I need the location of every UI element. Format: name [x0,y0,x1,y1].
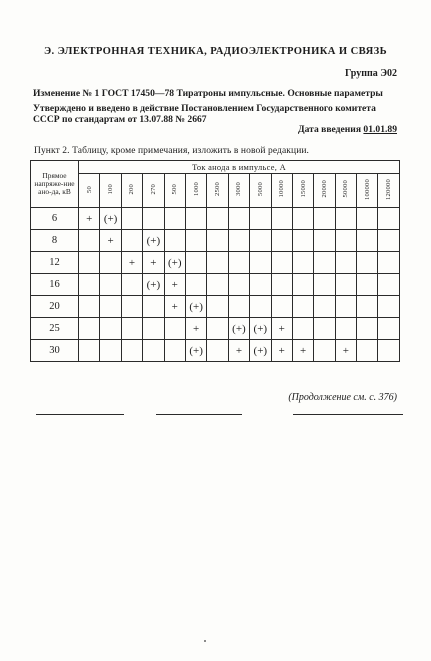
row-voltage-label: 6 [31,208,79,230]
table-cell [335,252,356,274]
table-cell [271,252,292,274]
table-cell [314,274,335,296]
effective-date-value: 01.01.89 [363,124,397,135]
table-cell [143,318,164,340]
column-header [250,174,271,208]
table-cell [378,318,400,340]
table-cell [185,230,206,252]
table-cell [228,230,249,252]
column-header [271,174,292,208]
stub-header: Прямое напряже-ние ано-да, кВ [31,161,79,208]
table-cell [207,296,228,318]
table-cell: + [121,252,142,274]
table-cell [335,318,356,340]
table-cell [250,274,271,296]
footer-rule-right [293,414,403,415]
table-cell: + [79,208,100,230]
table-cell [314,252,335,274]
table-cell [292,274,313,296]
table-cell [100,340,121,362]
table-cell [378,296,400,318]
continuation-note: (Продолжение см. с. 376) [288,392,397,403]
table-cell [185,252,206,274]
column-header [207,174,228,208]
column-header-label: 100000 [363,178,371,200]
page-header-title: Э. ЭЛЕКТРОННАЯ ТЕХНИКА, РАДИОЭЛЕКТРОНИКА И СВЯЗЬ [43,46,388,57]
table-cell: + [100,230,121,252]
table-cell [357,252,378,274]
table-cell [292,208,313,230]
column-header [164,174,185,208]
table-cell [207,252,228,274]
effective-date [298,124,397,135]
table-cell: (+) [100,208,121,230]
table-row [31,274,400,296]
column-header-label: 2500 [214,182,222,196]
page-speck [204,640,206,642]
row-voltage-label: 16 [31,274,79,296]
table-cell [207,274,228,296]
table-cell [378,274,400,296]
table-cell: (+) [143,274,164,296]
table-cell [357,274,378,296]
table-cell [207,230,228,252]
table-cell [121,230,142,252]
table-cell [185,208,206,230]
row-voltage-label: 25 [31,318,79,340]
table-cell [207,208,228,230]
table-cell [100,252,121,274]
table-cell [357,318,378,340]
table-cell [79,252,100,274]
table-cell [207,318,228,340]
table-cell [357,340,378,362]
column-header [292,174,313,208]
table-cell [378,230,400,252]
column-header-label: 1000 [192,182,200,196]
table-cell [207,340,228,362]
table-row [31,208,400,230]
row-voltage-label: 12 [31,252,79,274]
table-cell [250,230,271,252]
column-header [335,174,356,208]
table-cell [228,252,249,274]
table-cell: (+) [250,340,271,362]
footer-rule-left [36,414,124,415]
table-cell [271,230,292,252]
table-cell: (+) [164,252,185,274]
row-voltage-label: 8 [31,230,79,252]
table-cell [164,340,185,362]
column-header [121,174,142,208]
table-cell [100,318,121,340]
column-header-label: 50 [85,186,93,193]
table-cell [357,230,378,252]
column-header [79,174,100,208]
table-cell [357,296,378,318]
table-cell [228,208,249,230]
table-cell: (+) [143,230,164,252]
table-cell [143,208,164,230]
table-cell [271,296,292,318]
table-cell [314,340,335,362]
effective-date-label: Дата введения [297,124,362,135]
table-row [31,318,400,340]
table-cell [164,318,185,340]
table-cell [250,252,271,274]
table-cell [79,274,100,296]
table-cell [100,296,121,318]
table-row [31,230,400,252]
table-cell: + [271,318,292,340]
table-cell [314,230,335,252]
table-cell [121,318,142,340]
table-cell [79,230,100,252]
instruction-text: Пункт 2. Таблицу, кроме примечания, изложить в новой редакции. [34,146,310,156]
table-cell [314,208,335,230]
table-cell: (+) [228,318,249,340]
table-cell [335,208,356,230]
table-cell [314,296,335,318]
table-cell [378,252,400,274]
table-cell [335,230,356,252]
parameters-table [30,160,400,362]
column-header [185,174,206,208]
table-cell [250,208,271,230]
table-cell [271,208,292,230]
row-voltage-label: 20 [31,296,79,318]
table-cell [378,340,400,362]
change-title: Изменение № 1 ГОСТ 17450—78 Тиратроны импульсные. Основные параметры [33,88,383,99]
table-cell: + [271,340,292,362]
table-cell: + [185,318,206,340]
row-voltage-label: 30 [31,340,79,362]
table-cell: (+) [185,340,206,362]
column-header-label: 3000 [235,182,243,196]
table-cell [271,274,292,296]
column-header [378,174,400,208]
table-cell: + [292,340,313,362]
table-cell [335,296,356,318]
column-header [357,174,378,208]
table-cell: + [143,252,164,274]
table-cell: (+) [185,296,206,318]
footer-rule-middle [156,414,242,415]
table-cell: + [164,274,185,296]
table-cell [250,296,271,318]
column-header-label: 120000 [385,178,393,200]
table-cell [79,296,100,318]
table-cell: + [164,296,185,318]
column-header [314,174,335,208]
table-cell [292,296,313,318]
table-cell: (+) [250,318,271,340]
column-header [228,174,249,208]
column-header-label: 15000 [299,180,307,198]
table-cell [79,318,100,340]
table-row [31,296,400,318]
table-cell [378,208,400,230]
table-cell [228,296,249,318]
column-header [143,174,164,208]
table-cell [164,230,185,252]
table-cell [143,340,164,362]
table-cell [121,208,142,230]
column-header-label: 50000 [342,180,350,198]
table-cell [292,252,313,274]
table-cell [335,274,356,296]
group-code: Группа Э02 [345,68,397,79]
table-row [31,252,400,274]
table-cell [121,274,142,296]
table-cell [164,208,185,230]
column-header-label: 100 [107,183,115,195]
table-cell [292,230,313,252]
column-header [100,174,121,208]
table-cell [357,208,378,230]
table-cell [100,274,121,296]
table-cell [228,274,249,296]
table-cell [292,318,313,340]
column-header-label: 270 [149,183,157,195]
table-row [31,340,400,362]
approval-text: Утверждено и введено в действие Постановлением Государственного комитета СССР по стандартам от 13.07.88 № 2667 [33,103,376,125]
table-cell [121,296,142,318]
column-header-label: 5000 [256,182,264,196]
table-cell: + [228,340,249,362]
table-cell [314,318,335,340]
table-cell [143,296,164,318]
column-header-label: 500 [171,183,179,195]
column-header-label: 20000 [320,180,328,198]
column-header-label: 200 [128,183,136,195]
table-cell: + [335,340,356,362]
column-header-label: 10000 [278,180,286,198]
table-cell [185,274,206,296]
table-cell [79,340,100,362]
current-group-header: Ток анода в импульсе, А [79,161,400,174]
table-cell [121,340,142,362]
